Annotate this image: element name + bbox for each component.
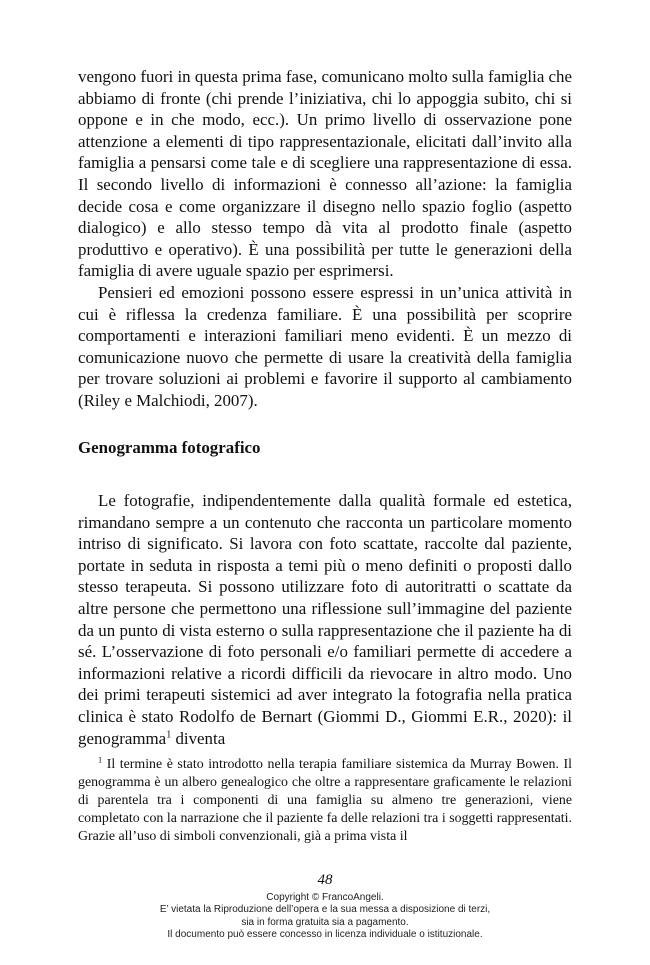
footnote-reference[interactable]: 1	[166, 728, 172, 740]
paragraph-continued: vengono fuori in questa prima fase, comunicano molto sulla famiglia che abbiamo di fronte (chi prende l’iniziativa, chi lo appoggia subito, chi si oppone e in che modo, ecc.). Un primo livello di osservazione pone attenzione a elementi di tipo rappresentazionale, elicitati dall’invito alla famiglia a pensarsi come tale e di scegliere una rappresentazione di essa. Il secondo livello di informazioni è connesso all’azione: la famiglia decide cosa e come organizzare il disegno nello spazio foglio (aspetto dialogico) e allo stesso tempo dà vita al prodotto finale (aspetto produttivo e operativo). È una possibilità per tutte le generazioni della famiglia di avere uguale spazio per esprimersi.	[78, 67, 572, 281]
paragraph-text: Le fotografie, indipendentemente dalla qualità formale ed estetica, rimandano sempre a un contenuto che racconta un particolare momento intriso di significato. Si lavora con foto scattate, raccolte dal paziente, portate in seduta in risposta a temi più o meno definiti o proposti dallo stesso terapeuta. Si possono utilizzare foto di autoritratti o scattate da altre persone che permettono una riflessione sull’immagine del paziente da un punto di vista esterno o sulla rappresentazione che il paziente ha di sé. L’osservazione di foto personali e/o familiari permette di accedere a informazioni relative a ricordi difficili da rievocare in altro modo. Uno dei primi terapeuti sistemici ad aver integrato la fotografia nella pratica clinica è stato Rodolfo de Bernart (Giommi D., Giommi E.R., 2020): il genogramma	[78, 491, 572, 748]
footnote-marker: 1	[98, 755, 103, 765]
copyright-line: Il documento può essere concesso in licenza individuale o istituzionale.	[167, 929, 483, 941]
text-block-top	[78, 66, 572, 412]
paragraph	[78, 490, 572, 749]
footnote-text: Il termine è stato introdotto nella terapia familiare sistemica da Murray Bowen. Il genogramma è un albero genealogico che oltre a rappresentare graficamente le relazioni di parentela tra i componenti di una famiglia su almeno tre generazioni, viene completato con la narrazione che il paziente fa delle relazioni tra i soggetti rappresentati. Grazie all’uso di simboli convenzionali, già a prima vista il	[78, 757, 572, 844]
section-heading: Genogramma fotografico	[78, 438, 261, 457]
copyright-line: E’ vietata la Riproduzione dell’opera e la sua messa a disposizione di terzi,	[159, 904, 491, 916]
copyright-line: Copyright © FrancoAngeli.	[266, 892, 384, 903]
text-block-section	[78, 490, 572, 749]
paragraph: Pensieri ed emozioni possono essere espressi in un’unica attività in cui è riflessa la credenza familiare. È una possibilità per scoprire comportamenti e interazioni familiari meno evidenti. È un mezzo di comunicazione nuovo che permette di usare la creatività della famiglia per trovare soluzioni ai problemi e favorire il supporto al cambiamento (Riley e Malchiodi, 2007).	[78, 282, 572, 410]
paragraph-text-end: diventa	[171, 728, 226, 748]
page-number: 48	[317, 872, 333, 888]
copyright-line: sia in forma gratuita sia a pagamento.	[241, 916, 409, 928]
footnote	[78, 756, 572, 846]
copyright-notice	[0, 892, 650, 942]
